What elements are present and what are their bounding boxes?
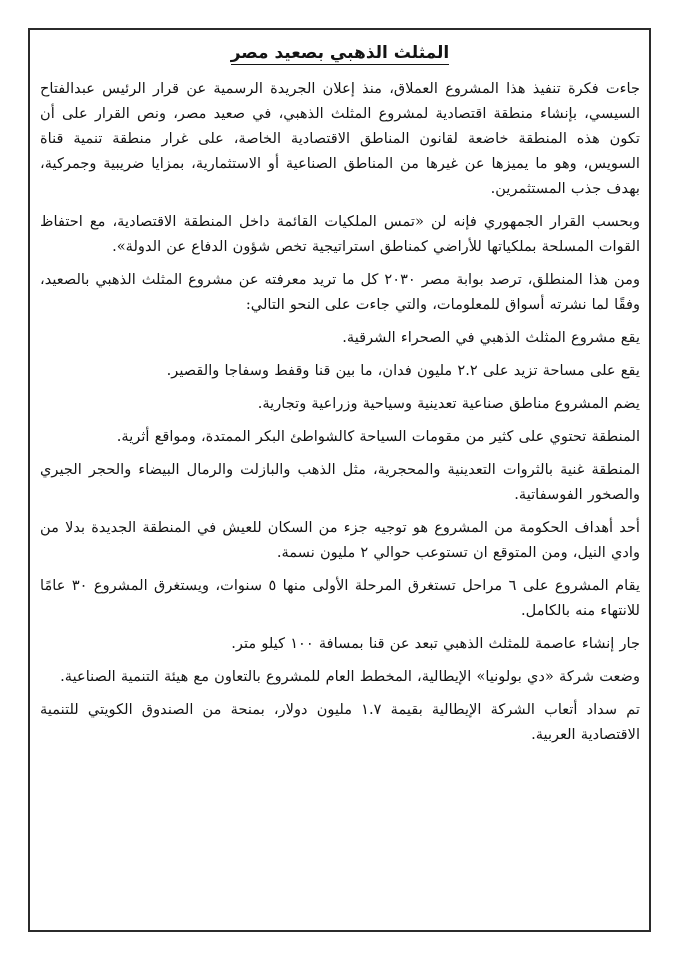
paragraph-funding: تم سداد أتعاب الشركة الإيطالية بقيمة ١.٧ مليون دولار، بمنحة من الصندوق الكويتي للتنمية الاقتصادية العربية.: [40, 701, 640, 743]
paragraph-overview: ومن هذا المنطلق، ترصد بوابة مصر ٢٠٣٠ كل ما تريد معرفته عن مشروع المثلث الذهبي بالصعيد، وفقًا لما نشرته أسواق للمعلومات، والتي جاءت على النحو التالي:: [40, 271, 640, 313]
paragraph-phases: يقام المشروع على ٦ مراحل تستغرق المرحلة الأولى منها ٥ سنوات، ويستغرق المشروع ٣٠ عامًا للانتهاء منه بالكامل.: [40, 577, 641, 619]
article-title: [40, 40, 640, 66]
paragraph-zones: يضم المشروع مناطق صناعية تعدينية وسياحية وزراعية وتجارية.: [257, 395, 640, 412]
paragraph-resources: المنطقة غنية بالثروات التعدينية والمحجرية، مثل الذهب والبازلت والرمال البيضاء والحجر الجيري والصخور الفوسفاتية.: [40, 461, 640, 503]
paragraph-decree: وبحسب القرار الجمهوري فإنه لن «تمس الملكيات القائمة داخل المنطقة الاقتصادية، مع احتفاظ القوات المسلحة بملكياتها للأراضي كمناطق استراتيجية تخص شؤون الدفاع عن الدولة».: [40, 213, 640, 255]
paragraph-tourism: المنطقة تحتوي على كثير من مقومات السياحة كالشواطئ البكر الممتدة، ومواقع أثرية.: [116, 428, 640, 445]
article-body: [40, 34, 640, 755]
paragraph-intro: جاءت فكرة تنفيذ هذا المشروع العملاق، منذ إعلان الجريدة الرسمية عن قرار الرئيس عبدالفتاح السيسي، بإنشاء منطقة اقتصادية لمشروع المثلث الذهبي، في صعيد مصر، ونص القرار على أن تكون هذه المنطقة خاضعة لقانون المناطق الاقتصادية الخاصة، على غرار منطقة تنمية قناة السويس، وهو ما يميزها عن غيرها من المناطق الصناعية أو الاستثمارية، بمزايا ضريبية وجمركية، بهدف جذب المستثمرين.: [40, 80, 640, 197]
article-title-text: المثلث الذهبي بصعيد مصر: [230, 43, 450, 63]
paragraph-capital: جار إنشاء عاصمة للمثلث الذهبي تبعد عن قنا بمسافة ١٠٠ كيلو متر.: [231, 635, 640, 652]
paragraph-masterplan: وضعت شركة «دي بولونيا» الإيطالية، المخطط العام للمشروع بالتعاون مع هيئة التنمية الصناعية.: [60, 668, 640, 685]
paragraph-area: يقع على مساحة تزيد على ٢.٢ مليون فدان، ما بين قنا وقفط وسفاجا والقصير.: [166, 362, 640, 379]
paragraph-population: أحد أهداف الحكومة من المشروع هو توجيه جزء من السكان للعيش في المنطقة الجديدة بدلا من وادي النيل، ومن المتوقع ان تستوعب حوالي ٢ مليون نسمة.: [40, 519, 640, 561]
paragraph-location: يقع مشروع المثلث الذهبي في الصحراء الشرقية.: [342, 329, 640, 346]
